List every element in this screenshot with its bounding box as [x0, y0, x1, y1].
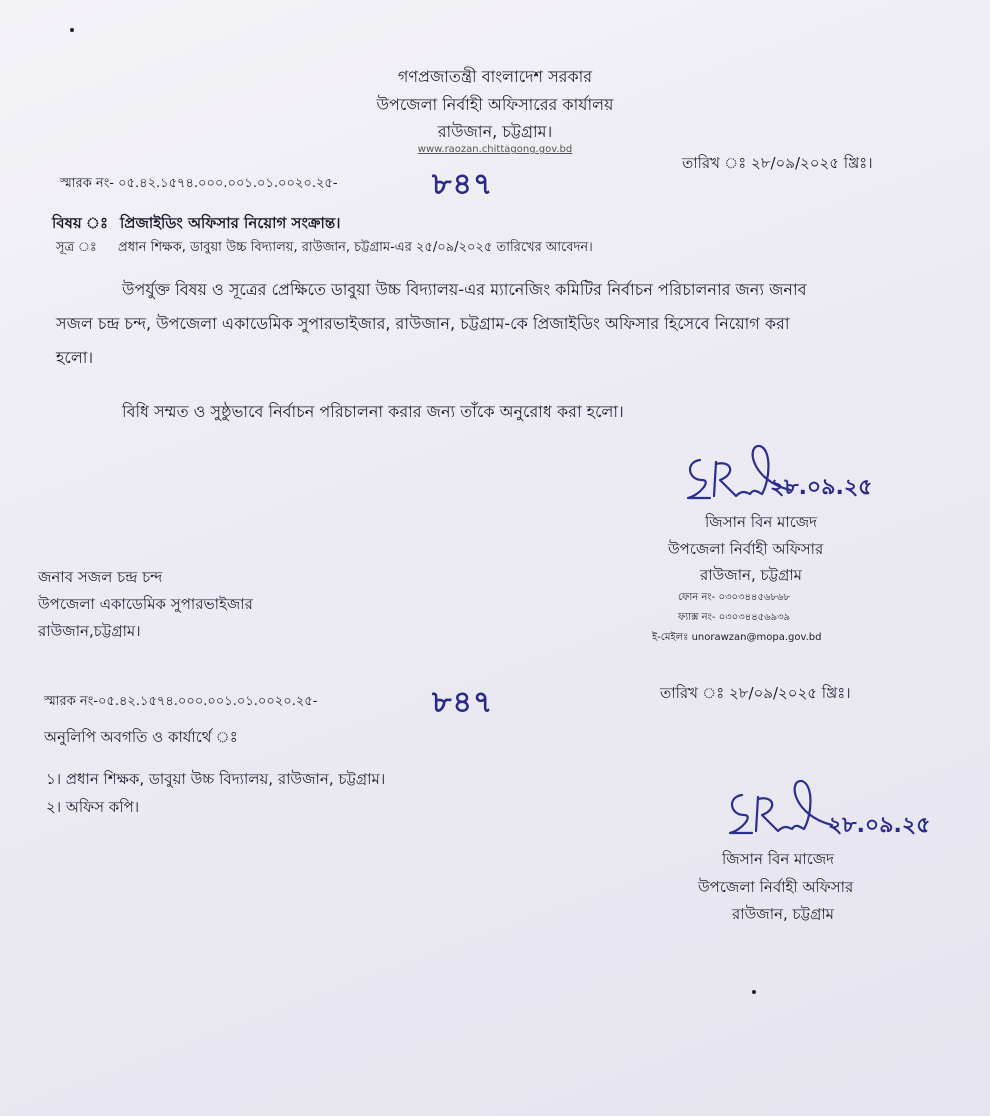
signature-2: [722, 775, 842, 845]
stray-mark: [70, 28, 74, 32]
reference-text: প্রধান শিক্ষক, ডাবুয়া উচ্চ বিদ্যালয়, রাউজান, চট্টগ্রাম-এর ২৫/০৯/২০২৫ তারিখের আবেদন।: [118, 240, 593, 255]
signature-1-date: ২৮.০৯.২৫: [770, 475, 873, 500]
body-para2: বিধি সম্মত ও সুষ্ঠুভাবে নির্বাচন পরিচালনা করার জন্য তাঁকে অনুরোধ করা হলো।: [122, 402, 624, 421]
stray-mark: [752, 990, 756, 994]
signatory-phone: ফোন নং- ০৩০৩৪৪৫৬৮৬৮: [678, 592, 790, 603]
signatory-fax: ফ্যাক্স নং- ০৩০৩৪৪৫৬৯৩৯: [678, 612, 791, 623]
signatory2-location: রাউজান, চট্টগ্রাম: [732, 905, 835, 923]
signatory2-designation: উপজেলা নির্বাহী অফিসার: [698, 878, 854, 896]
handwritten-memo-number: ৮৪৭: [432, 167, 494, 202]
signature-2-date: ২৮.০৯.২৫: [828, 813, 931, 838]
cc-item-2: ২। অফিস কপি।: [46, 798, 140, 816]
header-website: www.raozan.chittagong.gov.bd: [417, 144, 573, 155]
recipient-designation: উপজেলা একাডেমিক সুপারভাইজার: [38, 595, 253, 613]
subject-label: বিষয় ঃ: [52, 214, 108, 232]
header-government: গণপ্রজাতন্ত্রী বাংলাদেশ সরকার: [397, 67, 593, 86]
signatory-name: জিসান বিন মাজেদ: [705, 513, 818, 531]
header-location: রাউজান, চট্টগ্রাম।: [437, 122, 553, 141]
body-para1-line1: উপর্যুক্ত বিষয় ও সূত্রের প্রেক্ষিতে ডাবুয়া উচ্চ বিদ্যালয়-এর ম্যানেজিং কমিটির নির্বাচন পরিচালনার জন্য জনাব: [122, 280, 807, 299]
body-para1-line2: সজল চন্দ্র চন্দ, উপজেলা একাডেমিক সুপারভাইজার, রাউজান, চট্টগ্রাম-কে প্রিজাইডিং অফিসার হিসেবে নিয়োগ করা: [56, 314, 790, 333]
signatory2-name: জিসান বিন মাজেদ: [722, 850, 835, 868]
copy-handwritten-number: ৮৪৭: [432, 685, 494, 720]
body-para1-line3: হলো।: [56, 348, 94, 367]
copy-memo-number: স্মারক নং-০৫.৪২.১৫৭৪.০০০.০০১.০১.০০২০.২৫-: [44, 694, 318, 709]
header-office: উপজেলা নির্বাহী অফিসারের কার্যালয়: [376, 95, 614, 114]
memo-number: স্মারক নং- ০৫.৪২.১৫৭৪.০০০.০০১.০১.০০২০.২৫-: [60, 176, 338, 191]
signatory-location: রাউজান, চট্টগ্রাম: [700, 566, 803, 584]
copy-memo-date: তারিখ ঃ ২৮/০৯/২০২৫ খ্রিঃ।: [660, 684, 851, 702]
reference-label: সূত্র ঃ: [56, 240, 97, 255]
subject-text: প্রিজাইডিং অফিসার নিয়োগ সংক্রান্ত।: [120, 214, 341, 232]
signatory-designation: উপজেলা নির্বাহী অফিসার: [668, 540, 824, 558]
recipient-name: জনাব সজল চন্দ্র চন্দ: [38, 568, 163, 586]
recipient-location: রাউজান,চট্টগ্রাম।: [38, 622, 141, 640]
cc-item-1: ১। প্রধান শিক্ষক, ডাবুয়া উচ্চ বিদ্যালয়, রাউজান, চট্টগ্রাম।: [46, 770, 386, 788]
memo-date: তারিখ ঃ ২৮/০৯/২০২৫ খ্রিঃ।: [682, 154, 873, 172]
signatory-email: ই-মেইলঃ unorawzan@mopa.gov.bd: [652, 632, 822, 643]
cc-heading: অনুলিপি অবগতি ও কার্যার্থে ঃ: [44, 728, 238, 746]
